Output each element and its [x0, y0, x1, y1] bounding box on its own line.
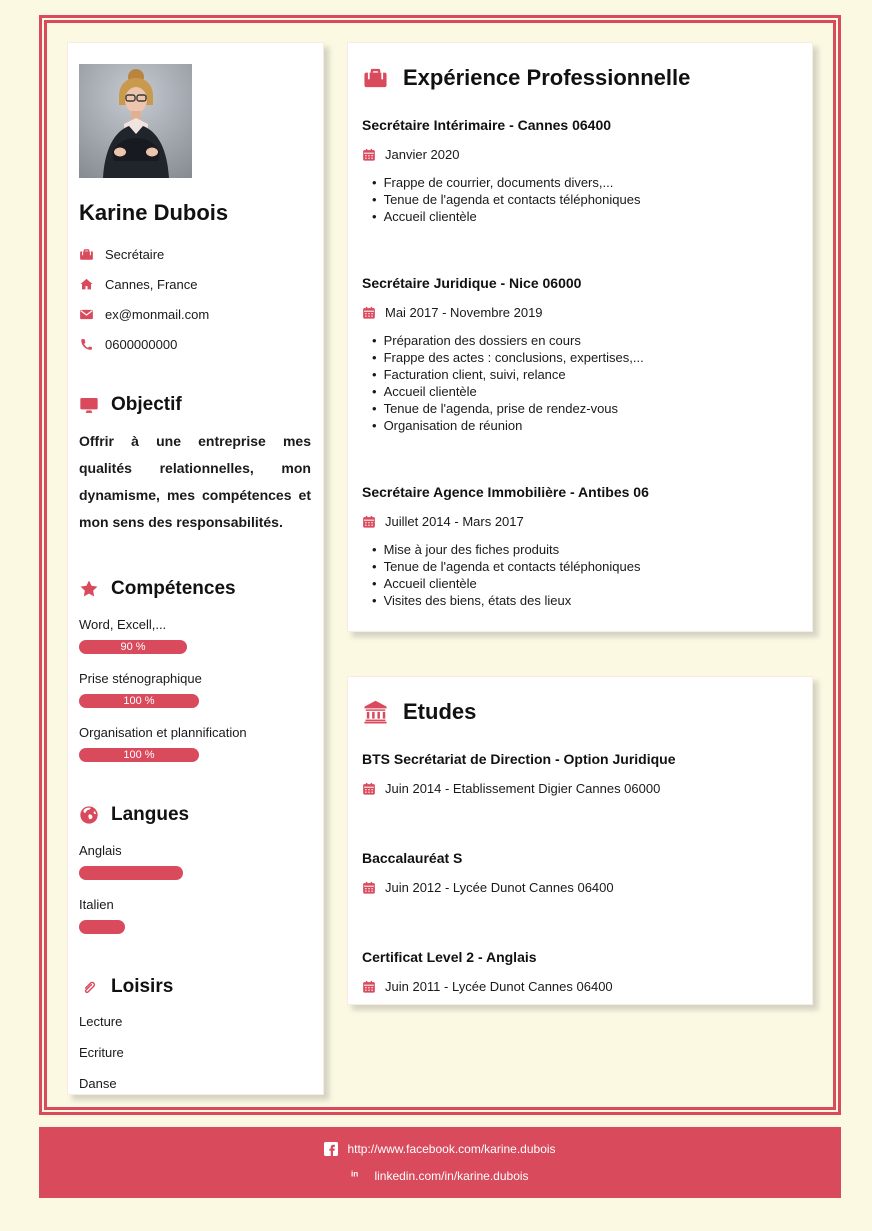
calendar-icon	[362, 980, 376, 994]
job-title: Secrétaire Juridique - Nice 06000	[362, 275, 582, 291]
langue-label: Anglais	[79, 843, 122, 858]
calendar-icon	[362, 881, 376, 895]
langues-heading	[79, 804, 311, 826]
etudes-title: Etudes	[403, 699, 477, 724]
education-title: Baccalauréat S	[362, 850, 463, 866]
job-date-row	[362, 305, 798, 320]
home-icon	[79, 277, 94, 292]
briefcase-icon	[362, 65, 389, 91]
envelope-icon	[79, 307, 94, 322]
contact-location-text: Cannes, France	[105, 277, 198, 292]
calendar-icon	[362, 515, 376, 529]
job-bullet: • Facturation client, suivi, relance	[372, 366, 798, 383]
phone-icon	[79, 337, 94, 352]
linkedin-link-text: linkedin.com/in/karine.dubois	[374, 1169, 529, 1183]
education-title: BTS Secrétariat de Direction - Option Juridique	[362, 751, 676, 767]
education-entry	[362, 751, 798, 796]
education-date: Juin 2011 - Lycée Dunot Cannes 06400	[385, 979, 613, 994]
contact-phone	[79, 337, 311, 352]
experience-title: Expérience Professionnelle	[403, 65, 691, 90]
profile-photo	[79, 64, 192, 178]
calendar-icon	[362, 306, 376, 320]
globe-icon	[79, 805, 99, 825]
langues-title: Langues	[111, 804, 190, 825]
main-column	[347, 42, 813, 1095]
education-date-row	[362, 979, 798, 994]
job-entry	[362, 484, 798, 609]
loisirs-section	[79, 976, 311, 1091]
education-title: Certificat Level 2 - Anglais	[362, 949, 537, 965]
portrait-illustration	[79, 64, 192, 178]
loisir-item: Lecture	[79, 1014, 123, 1029]
job-bullet: • Tenue de l'agenda et contacts téléphoniques	[372, 191, 798, 208]
skill-bar-fill: 90 %	[79, 640, 187, 654]
bank-icon	[362, 699, 389, 725]
footer-band	[39, 1127, 841, 1198]
skill-label: Word, Excell,...	[79, 617, 167, 632]
job-date: Janvier 2020	[385, 147, 460, 162]
job-bullets	[362, 541, 798, 609]
education-date: Juin 2012 - Lycée Dunot Cannes 06400	[385, 880, 614, 895]
loisir-item: Ecriture	[79, 1045, 124, 1060]
job-bullet: • Frappe de courrier, documents divers,...	[372, 174, 798, 191]
contact-job-text: Secrétaire	[105, 247, 165, 262]
cv-frame	[39, 15, 841, 1115]
job-bullet: • Visites des biens, états des lieux	[372, 592, 798, 609]
calendar-icon	[362, 782, 376, 796]
competences-heading	[79, 578, 311, 600]
experience-card	[347, 42, 813, 632]
etudes-card	[347, 676, 813, 1005]
skill-bar-fill: 100 %	[79, 748, 199, 762]
skill-bar	[79, 748, 199, 762]
skill-label: Prise sténographique	[79, 671, 202, 686]
sidebar-card	[67, 42, 324, 1095]
langues-section	[79, 804, 311, 934]
monitor-icon	[79, 395, 99, 415]
job-bullet: • Organisation de réunion	[372, 417, 798, 434]
langue-bar-fill	[79, 920, 125, 934]
job-title: Secrétaire Intérimaire - Cannes 06400	[362, 117, 612, 133]
objectif-title: Objectif	[111, 394, 182, 415]
skill-label: Organisation et plannification	[79, 725, 247, 740]
contact-email	[79, 307, 311, 322]
langue-bar	[79, 866, 199, 880]
competences-title: Compétences	[111, 578, 236, 599]
langue-bar-fill	[79, 866, 183, 880]
job-title: Secrétaire Agence Immobilière - Antibes 06	[362, 484, 649, 500]
job-entry	[362, 275, 798, 434]
linkedin-icon	[351, 1169, 365, 1183]
facebook-icon	[324, 1142, 338, 1156]
calendar-icon	[362, 148, 376, 162]
etudes-heading	[362, 699, 798, 725]
briefcase-icon	[79, 247, 94, 262]
objectif-section	[79, 394, 311, 536]
langue-label: Italien	[79, 897, 114, 912]
competences-section	[79, 578, 311, 762]
facebook-link[interactable]	[324, 1142, 555, 1156]
job-bullet: • Mise à jour des fiches produits	[372, 541, 798, 558]
skill-bar	[79, 694, 199, 708]
job-date: Juillet 2014 - Mars 2017	[385, 514, 524, 529]
skill-bar-fill: 100 %	[79, 694, 199, 708]
job-bullet: • Accueil clientèle	[372, 383, 798, 400]
education-entry	[362, 949, 798, 994]
job-date-row	[362, 147, 798, 162]
objectif-text: Offrir à une entreprise mes qualités relationnelles, mon dynamisme, mes compétences et mon sens des responsabilités.	[79, 433, 311, 530]
job-date: Mai 2017 - Novembre 2019	[385, 305, 543, 320]
loisirs-title: Loisirs	[111, 976, 174, 997]
contact-list	[79, 247, 311, 352]
education-date: Juin 2014 - Etablissement Digier Cannes 06000	[385, 781, 661, 796]
skill-bar	[79, 640, 199, 654]
education-entry	[362, 850, 798, 895]
job-date-row	[362, 514, 798, 529]
objectif-heading	[79, 394, 311, 416]
loisirs-heading	[79, 976, 311, 998]
job-bullet: • Préparation des dossiers en cours	[372, 332, 798, 349]
linkedin-link[interactable]	[351, 1169, 528, 1183]
contact-phone-text: 0600000000	[105, 337, 178, 352]
contact-email-text: ex@monmail.com	[105, 307, 210, 322]
job-bullet: • Accueil clientèle	[372, 208, 798, 225]
profile-name: Karine Dubois	[79, 200, 229, 225]
experience-heading	[362, 65, 798, 91]
education-date-row	[362, 880, 798, 895]
contact-job	[79, 247, 311, 262]
job-bullets	[362, 174, 798, 225]
facebook-link-text: http://www.facebook.com/karine.dubois	[347, 1142, 556, 1156]
job-bullet: • Tenue de l'agenda et contacts téléphoniques	[372, 558, 798, 575]
cv-columns	[67, 42, 813, 1095]
langue-bar	[79, 920, 199, 934]
contact-location	[79, 277, 311, 292]
job-entry	[362, 117, 798, 225]
job-bullet: • Accueil clientèle	[372, 575, 798, 592]
job-bullets	[362, 332, 798, 434]
star-icon	[79, 579, 99, 599]
job-bullet: • Tenue de l'agenda, prise de rendez-vous	[372, 400, 798, 417]
job-bullet: • Frappe des actes : conclusions, expertises,...	[372, 349, 798, 366]
loisir-item: Danse	[79, 1076, 117, 1091]
paperclip-icon	[79, 977, 99, 997]
education-date-row	[362, 781, 798, 796]
